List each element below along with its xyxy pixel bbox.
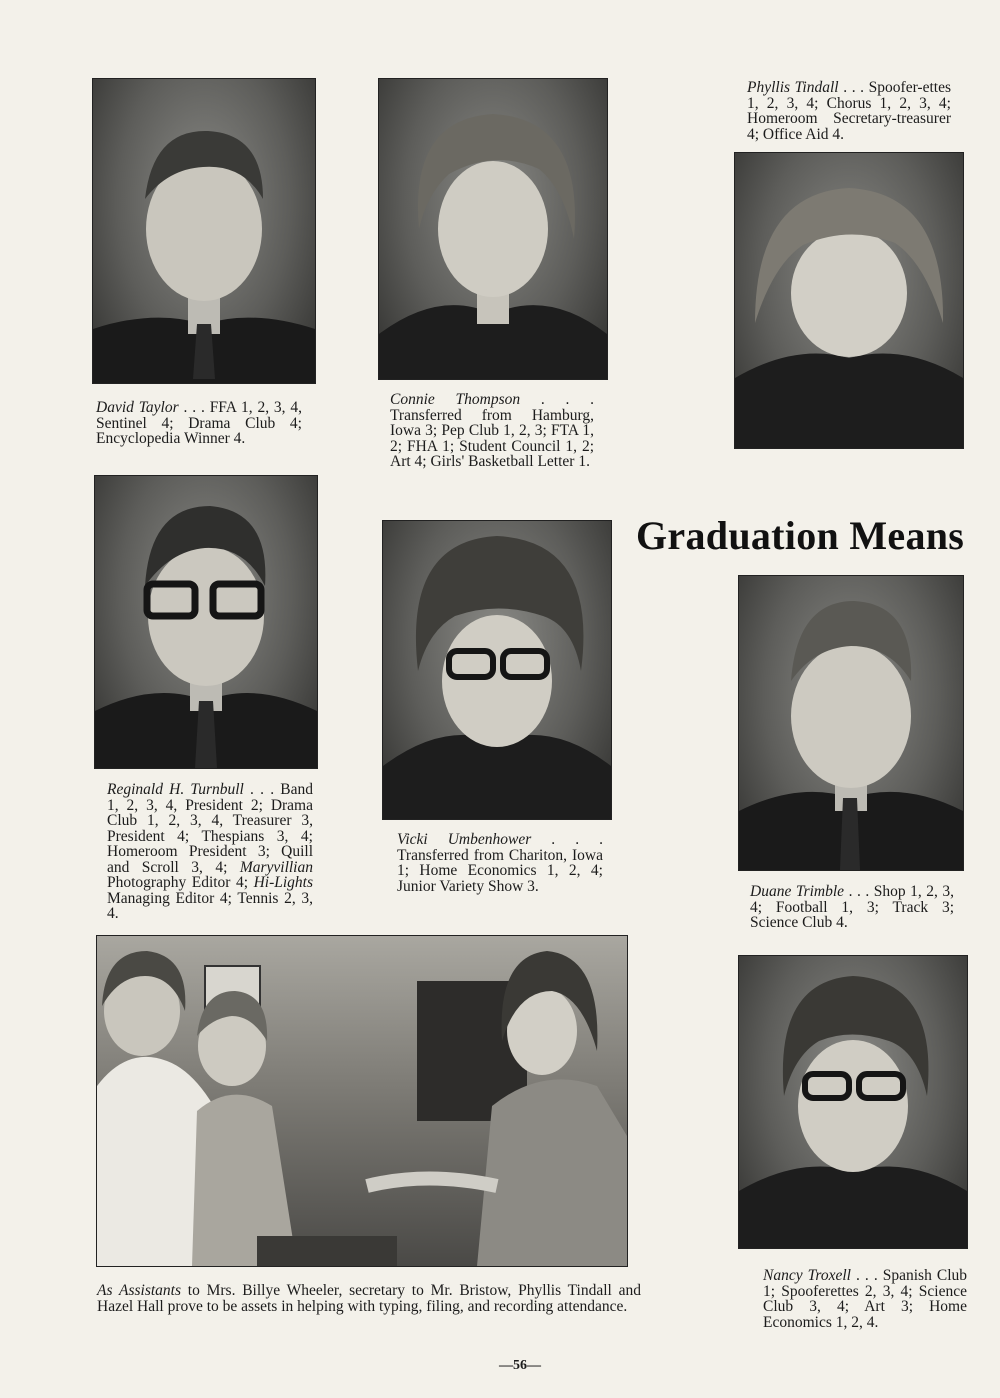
senior-name: Nancy Troxell: [763, 1267, 851, 1284]
caption-text: to Mrs. Billye Wheeler, secretary to Mr. Bristow, Phyllis Tindall and Hazel Hall prove to be assets in helping with typing, filing, and recording attendance.: [97, 1282, 641, 1315]
senior-activities: Band 1, 2, 3, 4, President 2; Drama Club 1, 2, 3, 4, Treasurer 3, President 4; Thespians 3, 4; Homeroom President 3; Quill and Scroll 3, 4;: [107, 781, 313, 876]
portrait-vicki-umbenhower: [382, 520, 612, 820]
page-heading: Graduation Means: [636, 513, 965, 558]
publication-name: Maryvillian: [239, 858, 313, 876]
portrait-reginald-turnbull: [94, 475, 318, 769]
senior-activities: Photography Editor 4;: [107, 874, 254, 891]
caption-vicki-umbenhower: [397, 832, 603, 894]
caption-reginald-turnbull: [107, 782, 313, 922]
separator: . . .: [844, 883, 874, 900]
senior-name: Phyllis Tindall: [747, 79, 839, 96]
portrait-nancy-troxell: [738, 955, 968, 1249]
senior-activities: Managing Editor 4; Tennis 2, 3, 4.: [107, 889, 313, 922]
caption-nancy-troxell: [763, 1268, 967, 1330]
senior-activities: FFA 1, 2, 3, 4, Sentinel 4; Drama Club 4; Encyclopedia Winner 4.: [96, 399, 303, 447]
caption-duane-trimble: [750, 884, 954, 931]
page-number: —56—: [499, 1358, 541, 1373]
separator: . . .: [838, 79, 869, 96]
senior-activities: Spanish Club 1; Spooferettes 2, 3, 4; Science Club 3, 4; Art 3; Home Economics 1, 2, 4.: [763, 1267, 967, 1331]
publication-name: Hi-Lights: [253, 874, 313, 891]
separator: . . .: [178, 399, 210, 416]
senior-activities: Spoofer-ettes 1, 2, 3, 4; Chorus 1, 2, 3, 4; Homeroom Secretary-treasurer 4; Office Aid 4.: [747, 79, 951, 143]
senior-activities: Transferred from Chariton, Iowa 1; Home Economics 1, 2, 4; Junior Variety Show 3.: [397, 846, 603, 895]
senior-activities: Transferred from Hamburg, Iowa 3; Pep Club 1, 2, 3; FTA 1, 2; FHA 1; Student Council 1, 2; Art 4; Girls' Basketball Letter 1.: [390, 406, 594, 470]
separator: . . .: [243, 781, 281, 798]
portrait-phyllis-tindall: [734, 152, 964, 449]
caption-phyllis-tindall: [747, 80, 951, 142]
senior-name: David Taylor: [96, 399, 179, 416]
senior-name: Vicki Umbenhower: [397, 831, 532, 848]
group-photo-caption: [97, 1283, 641, 1314]
caption-david-taylor: [96, 400, 302, 447]
senior-name: Duane Trimble: [750, 883, 845, 900]
senior-name: Reginald H. Turnbull: [107, 781, 244, 798]
portrait-david-taylor: [92, 78, 316, 384]
caption-lead: As Assistants: [97, 1282, 182, 1299]
senior-name: Connie Thompson: [390, 391, 521, 408]
separator: . . .: [850, 1267, 883, 1284]
senior-activities: Shop 1, 2, 3, 4; Football 1, 3; Track 3; Science Club 4.: [750, 883, 955, 931]
portrait-duane-trimble: [738, 575, 964, 871]
group-photo-office-assistants: [96, 935, 628, 1267]
separator: . . .: [520, 391, 594, 408]
separator: . . .: [531, 831, 603, 848]
portrait-connie-thompson: [378, 78, 608, 380]
caption-connie-thompson: [390, 392, 594, 470]
